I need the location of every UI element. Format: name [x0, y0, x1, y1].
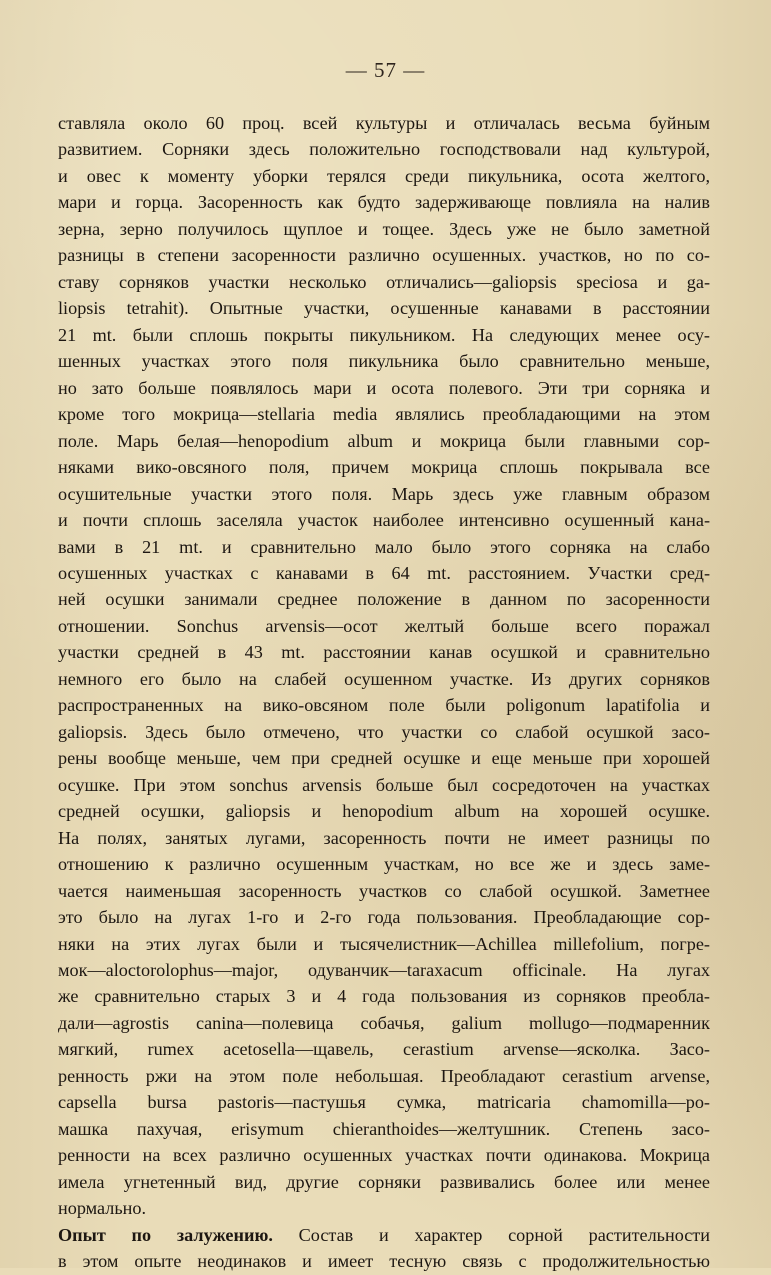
- text-line: машка пахучая, erisymum chieranthoides—желтушник. Степень засо-: [58, 1118, 710, 1139]
- text-line: осушительные участки этого поля. Марь здесь уже главным образом: [58, 483, 710, 504]
- text-line: кроме того мокрица—stellaria media являлись преобладающими на этом: [58, 404, 710, 425]
- text-line: мок—aloctorolophus—major, одуванчик—taraxacum officinale. На лугах: [58, 960, 710, 980]
- text-line: и овес к моменту уборки терялся среди пикульника, осота желтого,: [58, 165, 710, 186]
- text-line: отношению к различно осушенным участкам, но все же и здесь заме-: [58, 854, 710, 875]
- text-line: чается наименьшая засоренность участков со слабой осушкой. Заметнее: [58, 880, 710, 901]
- text-line: осушенных участках с канавами в 64 mt. расстоянием. Участки сред-: [58, 562, 710, 583]
- text-line: разницы в степени засоренности различно осушенных. участков, но по со-: [58, 245, 710, 266]
- text-line: отношении. Sonchus arvensis—осот желтый больше всего поражал: [58, 615, 710, 636]
- text-line: поле. Марь белая—henopodium album и мокрица были главными сор-: [58, 430, 710, 451]
- text-line: рены вообще меньше, чем при средней осушке и еще меньше при хорошей: [58, 748, 710, 769]
- text-line: galiopsis. Здесь было отмечено, что участки со слабой осушкой засо-: [58, 721, 710, 742]
- text-line: ренность ржи на этом поле небольшая. Преобладают cerastium arvense,: [58, 1065, 710, 1086]
- text-line: развитием. Сорняки здесь положительно господствовали над культурой,: [58, 139, 710, 160]
- text-line: шенных участках этого поля пикульника было сравнительно меньше,: [58, 351, 710, 372]
- text-line: ренности на всех различно осушенных участках почти одинакова. Мокрица: [58, 1145, 710, 1166]
- text-line: liopsis tetrahit). Опытные участки, осушенные канавами в расстоянии: [58, 298, 710, 319]
- text-line: ставляла около 60 проц. всей культуры и отличалась весьма буйным: [58, 113, 710, 133]
- text-line: это было на лугах 1-го и 2-го года пользования. Преобладающие сор-: [58, 907, 710, 928]
- text-line: участки средней в 43 mt. расстоянии канав осушкой и сравнительно: [58, 642, 710, 663]
- text-line: имела угнетенный вид, другие сорняки развивались более или менее: [58, 1171, 710, 1192]
- text-line: осушке. При этом sonchus arvensis больше был сосредоточен на участках: [58, 774, 710, 795]
- text-line: ставу сорняков участки несколько отличались—galiopsis speciosa и ga-: [58, 271, 710, 292]
- text-line: На полях, занятых лугами, засоренность почти не имеет разницы по: [58, 827, 710, 848]
- text-line: ней осушки занимали среднее положение в данном по засоренности: [58, 589, 710, 610]
- text-line: же сравнительно старых 3 и 4 года пользования из сорняков преобла-: [58, 986, 710, 1007]
- text-line: но зато больше появлялось мари и осота полевого. Эти три сорняка и: [58, 377, 710, 398]
- paragraph-two-second-line: в этом опыте неодинаков и имеет тесную связь с продолжительностью: [58, 1251, 710, 1272]
- text-line: мягкий, rumex acetosella—щавель, cerastium arvense—ясколка. Засо-: [58, 1039, 710, 1060]
- paragraph-two-first-line: [58, 1222, 710, 1248]
- text-line: нормально.: [58, 1198, 147, 1219]
- text-line: 21 mt. были сплошь покрыты пикульником. На следующих менее осу-: [58, 324, 710, 345]
- text-line: няки на этих лугах были и тысячелистник—Achillea millefolium, погре-: [58, 933, 710, 954]
- main-text-block: [58, 110, 710, 1275]
- text-line: дали—agrostis canina—полевица собачья, galium mollugo—подмаренник: [58, 1012, 710, 1033]
- text-line: и почти сплошь заселяла участок наиболее интенсивно осушенный кана-: [58, 510, 710, 531]
- text-line: распространенных на вико-овсяном поле были poligonum lapatifolia и: [58, 695, 710, 716]
- text-line: няками вико-овсяного поля, причем мокрица сплошь покрывала все: [58, 457, 710, 478]
- text-line: вами в 21 mt. и сравнительно мало было этого сорняка на слабо: [58, 536, 710, 557]
- text-line: средней осушки, galiopsis и henopodium album на хорошей осушке.: [58, 801, 710, 822]
- text-line: capsella bursa pastoris—пастушья сумка, matricaria chamomilla—ро-: [58, 1092, 710, 1113]
- paragraph-heading: Опыт по залужению.: [58, 1224, 273, 1245]
- text-line: зерна, зерно получилось щуплое и тощее. Здесь уже не было заметной: [58, 218, 710, 239]
- page-number: — 57 —: [345, 58, 426, 82]
- text-line: мари и горца. Засоренность как будто задерживающе повлияла на налив: [58, 192, 710, 213]
- text-line: немного его было на слабей осушенном участке. Из других сорняков: [58, 668, 710, 689]
- paragraph-two-line-rest: Состав и характер сорной растительности: [298, 1224, 710, 1245]
